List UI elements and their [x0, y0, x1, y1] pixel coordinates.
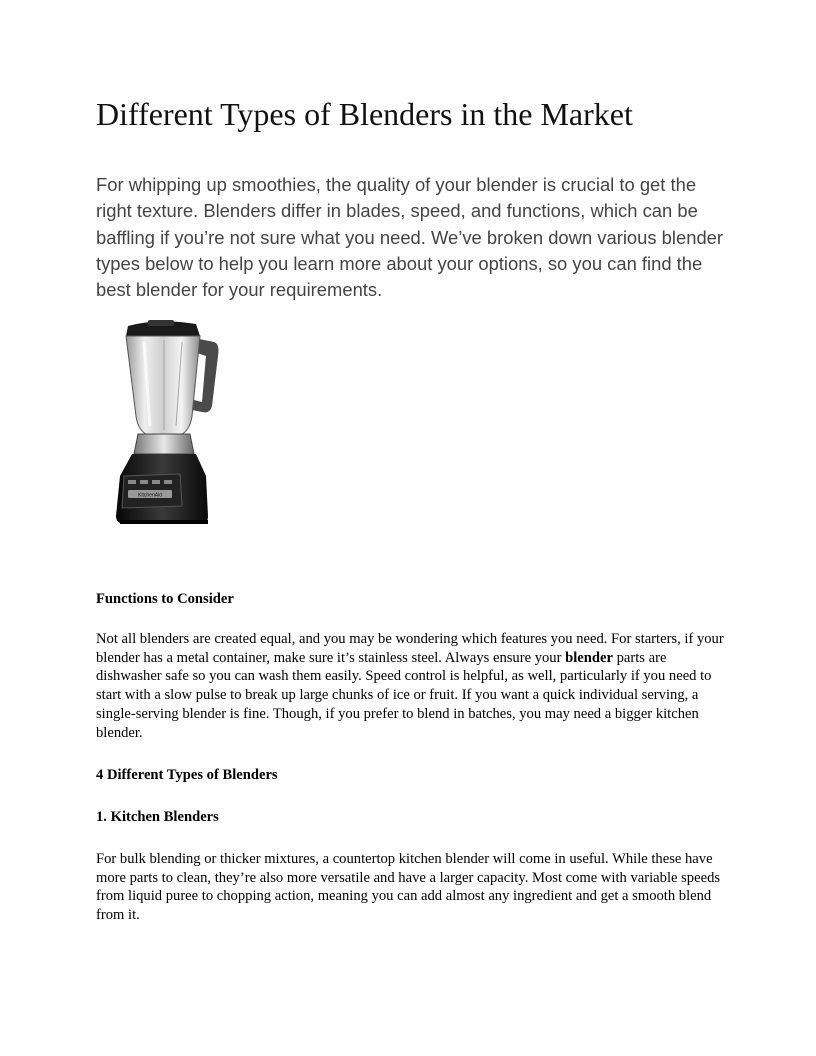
functions-paragraph	[96, 630, 724, 742]
blender-link[interactable]: blender	[565, 649, 613, 666]
brand-logo-text: KitchenAid	[138, 492, 162, 499]
kitchen-blenders-heading: 1. Kitchen Blenders	[96, 809, 219, 825]
functions-text-1: Not all blenders are created equal, and you may be wondering which features you need. For starters, if your blender has a metal container, make sure it’s stainless steel. Always ensure your	[96, 631, 724, 666]
page-title: Different Types of Blenders in the Market	[96, 96, 633, 132]
kitchen-blenders-paragraph: For bulk blending or thicker mixtures, a countertop kitchen blender will come in useful. While these have more parts to clean, they’re also more versatile and have a larger capacity. Most come with variable speeds from liquid puree to chopping action, meaning you can add almost any ingredient and get a smooth blend from it.	[96, 851, 721, 924]
types-heading: 4 Different Types of Blenders	[96, 767, 278, 783]
blender-image	[108, 316, 228, 530]
intro-paragraph: For whipping up smoothies, the quality of your blender is crucial to get the right texture. Blenders differ in blades, speed, and functions, which can be baffling if you’re not sure what you need. We’ve broken down various blender types below to help you learn more about your options, so you can find the best blender for your requirements.	[96, 174, 724, 301]
functions-text-2: parts are dishwasher safe so you can wash them easily. Speed control is helpful, as well, particularly if you need to start with a slow pulse to break up large chunks of ice or fruit. If you want a quick individual serving, a single-serving blender is fine. Though, if you prefer to blend in batches, you may need a bigger kitchen blender.	[96, 649, 712, 741]
functions-heading: Functions to Consider	[96, 591, 234, 607]
